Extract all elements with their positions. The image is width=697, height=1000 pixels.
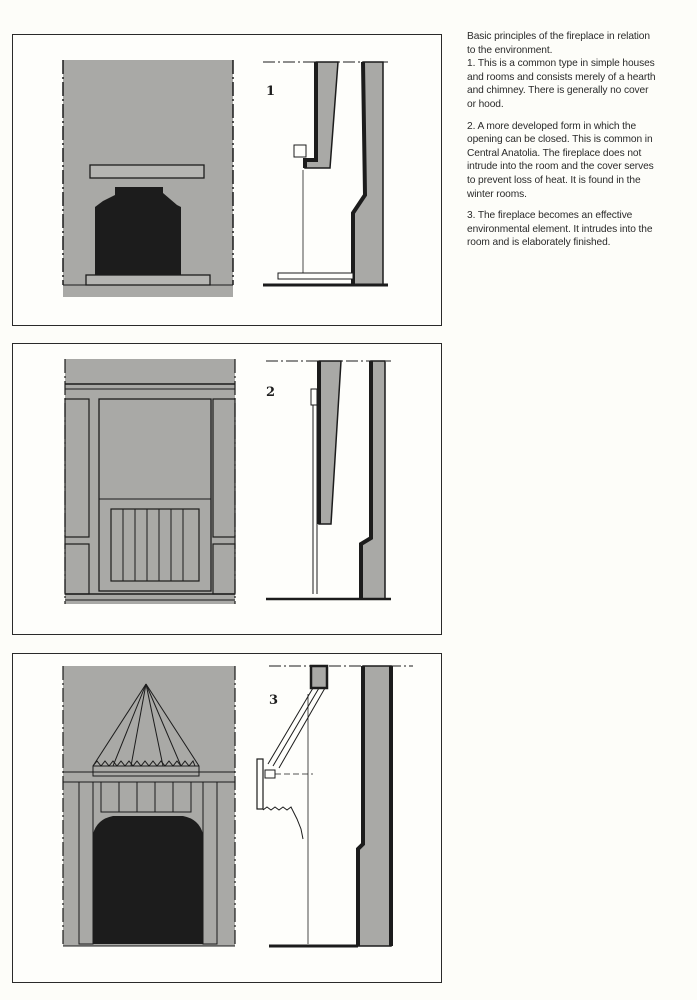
figure-panel-1 bbox=[12, 34, 442, 326]
figure-number-3: 3 bbox=[269, 693, 279, 708]
figure-panel-2 bbox=[12, 343, 442, 635]
caption-item-1: 1. This is a common type in simple houses and rooms and consists merely of a hearth and chimney. There is generally no cover or hood. bbox=[467, 58, 656, 110]
fireplace-type-3-drawing bbox=[13, 654, 441, 982]
caption-item-2: 2. A more developed form in which the opening can be closed. This is common in Central Anatolia. The fireplace does not intrude into the room and the cover serves to prevent loss of heat. It is found in the winter rooms. bbox=[467, 120, 654, 200]
figure-number-2: 2 bbox=[266, 385, 276, 400]
figure-panel-3 bbox=[12, 653, 442, 983]
caption-item-3: 3. The fireplace becomes an effective environmental element. It intrudes into the room and is elaborately finished. bbox=[467, 210, 653, 249]
fireplace-type-2-drawing bbox=[13, 344, 441, 634]
caption-intro: Basic principles of the fireplace in relation to the environment. bbox=[467, 31, 650, 56]
fireplace-type-1-drawing bbox=[13, 35, 441, 325]
figure-number-1: 1 bbox=[266, 84, 276, 99]
figure-caption bbox=[467, 30, 657, 258]
